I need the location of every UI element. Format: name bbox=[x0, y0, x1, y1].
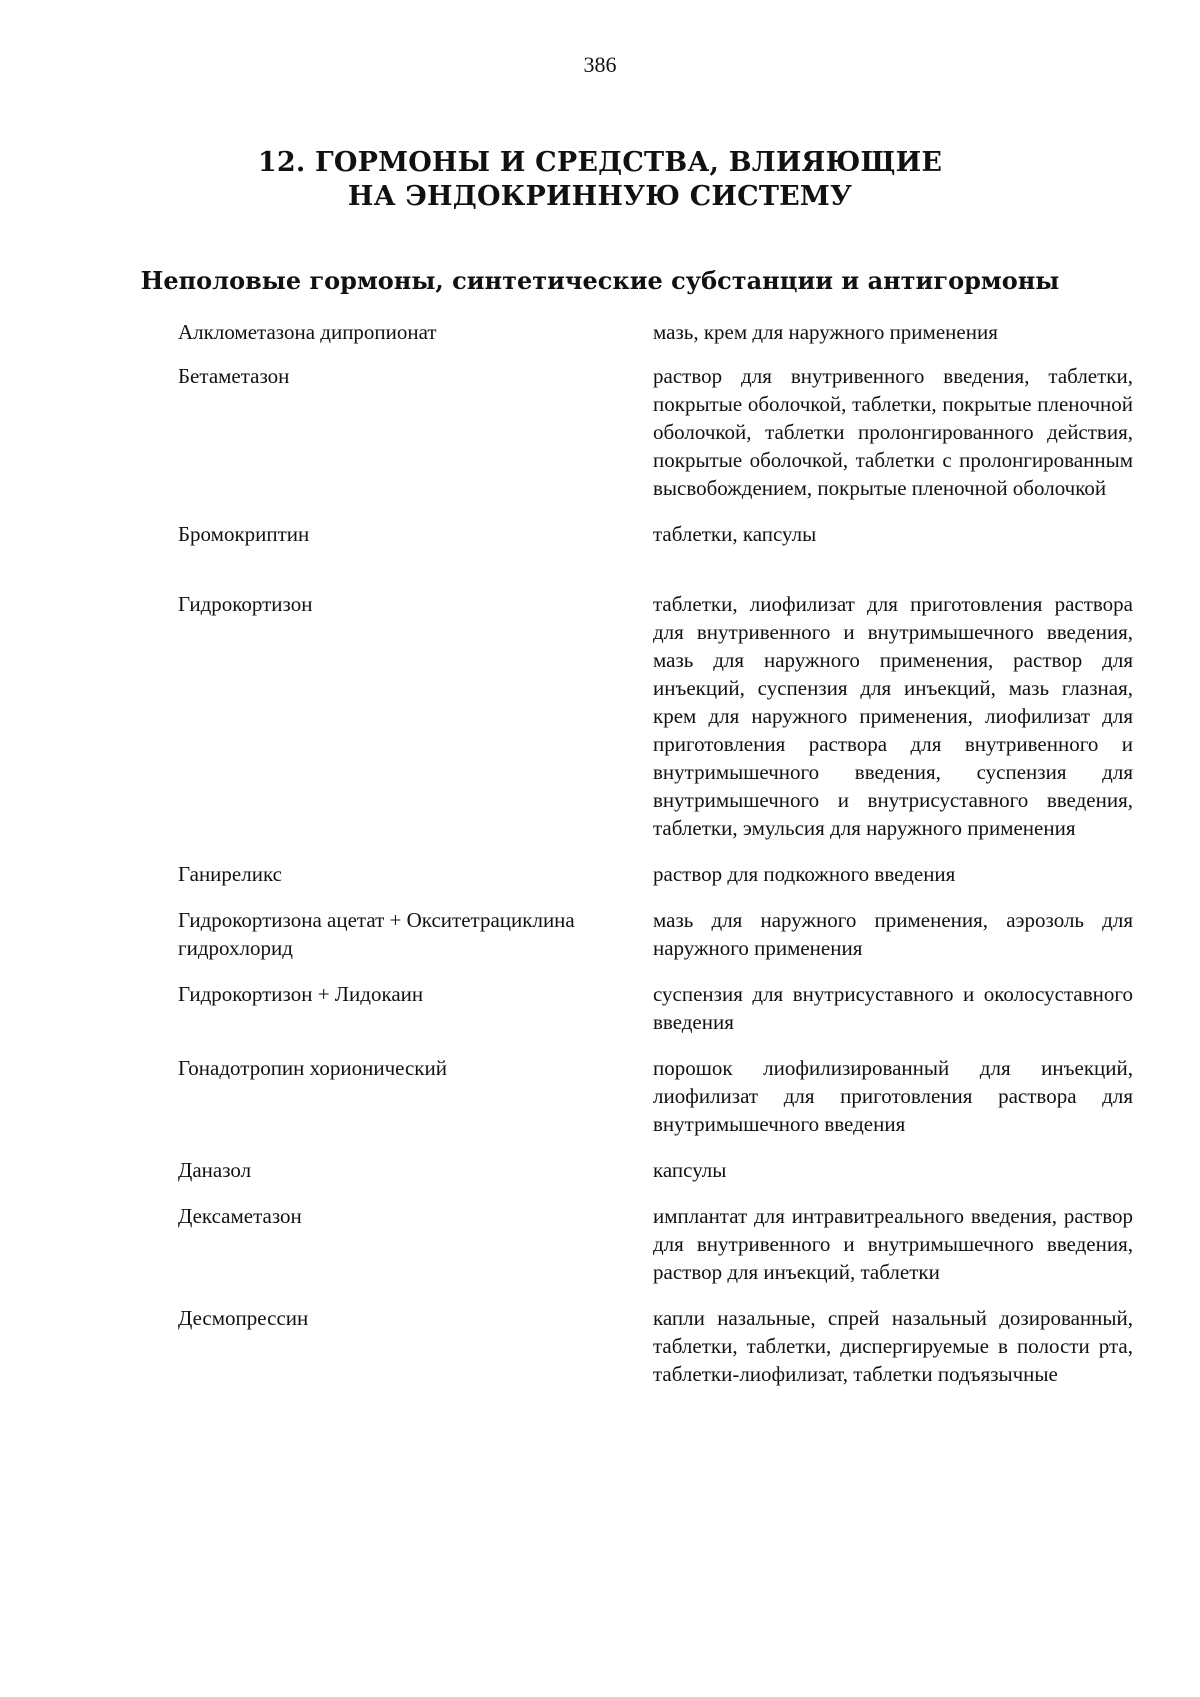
drug-forms: капли назальные, спрей назальный дозированный, таблетки, таблетки, диспергируемые в полости рта, таблетки-лиофилизат, таблетки подъязычные bbox=[653, 1306, 1133, 1386]
drug-entry bbox=[178, 318, 1133, 346]
drug-forms: суспензия для внутрисуставного и околосуставного введения bbox=[653, 982, 1133, 1034]
drug-entry bbox=[178, 860, 1133, 888]
chapter-title-line-2: НА ЭНДОКРИННУЮ СИСТЕМУ bbox=[347, 181, 853, 212]
drug-entry bbox=[178, 590, 1133, 842]
drug-name: Бетаметазон bbox=[178, 364, 290, 388]
drug-list bbox=[178, 318, 1133, 1388]
chapter-title bbox=[0, 146, 1200, 214]
chapter-title-line-1: 12. ГОРМОНЫ И СРЕДСТВА, ВЛИЯЮЩИЕ bbox=[257, 147, 943, 178]
drug-name: Дексаметазон bbox=[178, 1204, 302, 1228]
drug-forms: таблетки, лиофилизат для приготовления раствора для внутривенного и внутримышечного введения, мазь для наружного применения, раствор для инъекций, суспензия для инъекций, мазь глазная, крем для наружного применения, лиофилизат для приготовления раствора для внутривенного и внутримышечного введения, суспензия для внутримышечного и внутрисуставного введения, таблетки, эмульсия для наружного применения bbox=[653, 592, 1133, 840]
drug-entry bbox=[178, 906, 1133, 962]
drug-name: Гидрокортизона ацетат + Окситетрациклина гидрохлорид bbox=[178, 908, 575, 960]
drug-forms: мазь для наружного применения, аэрозоль для наружного применения bbox=[653, 908, 1133, 960]
drug-entry bbox=[178, 1202, 1133, 1286]
drug-forms: таблетки, капсулы bbox=[653, 522, 817, 546]
drug-entry bbox=[178, 980, 1133, 1036]
drug-entry bbox=[178, 1156, 1133, 1184]
drug-name: Бромокриптин bbox=[178, 522, 310, 546]
drug-entry bbox=[178, 1054, 1133, 1138]
drug-name: Гонадотропин хорионический bbox=[178, 1056, 447, 1080]
drug-forms: капсулы bbox=[653, 1158, 727, 1182]
drug-forms: раствор для подкожного введения bbox=[653, 862, 956, 886]
drug-forms: раствор для внутривенного введения, таблетки, покрытые оболочкой, таблетки, покрытые пленочной оболочкой, таблетки пролонгированного действия, покрытые оболочкой, таблетки с пролонгированным высвобождением, покрытые пленочной оболочкой bbox=[653, 364, 1133, 500]
drug-entry bbox=[178, 520, 1133, 548]
drug-entry bbox=[178, 1304, 1133, 1388]
drug-name: Гидрокортизон bbox=[178, 592, 313, 616]
drug-name: Алклометазона дипропионат bbox=[178, 320, 437, 344]
drug-name: Ганиреликс bbox=[178, 862, 282, 886]
drug-forms: порошок лиофилизированный для инъекций, лиофилизат для приготовления раствора для внутримышечного введения bbox=[653, 1056, 1133, 1136]
drug-name: Гидрокортизон + Лидокаин bbox=[178, 982, 424, 1006]
drug-name: Даназол bbox=[178, 1158, 252, 1182]
drug-entry bbox=[178, 362, 1133, 502]
section-title: Неполовые гормоны, синтетические субстанции и антигормоны bbox=[140, 266, 1060, 295]
page-number: 386 bbox=[583, 52, 617, 77]
drug-forms: имплантат для интравитреального введения, раствор для внутривенного и внутримышечного введения, раствор для инъекций, таблетки bbox=[653, 1204, 1133, 1284]
drug-name: Десмопрессин bbox=[178, 1306, 309, 1330]
drug-forms: мазь, крем для наружного применения bbox=[653, 320, 998, 344]
